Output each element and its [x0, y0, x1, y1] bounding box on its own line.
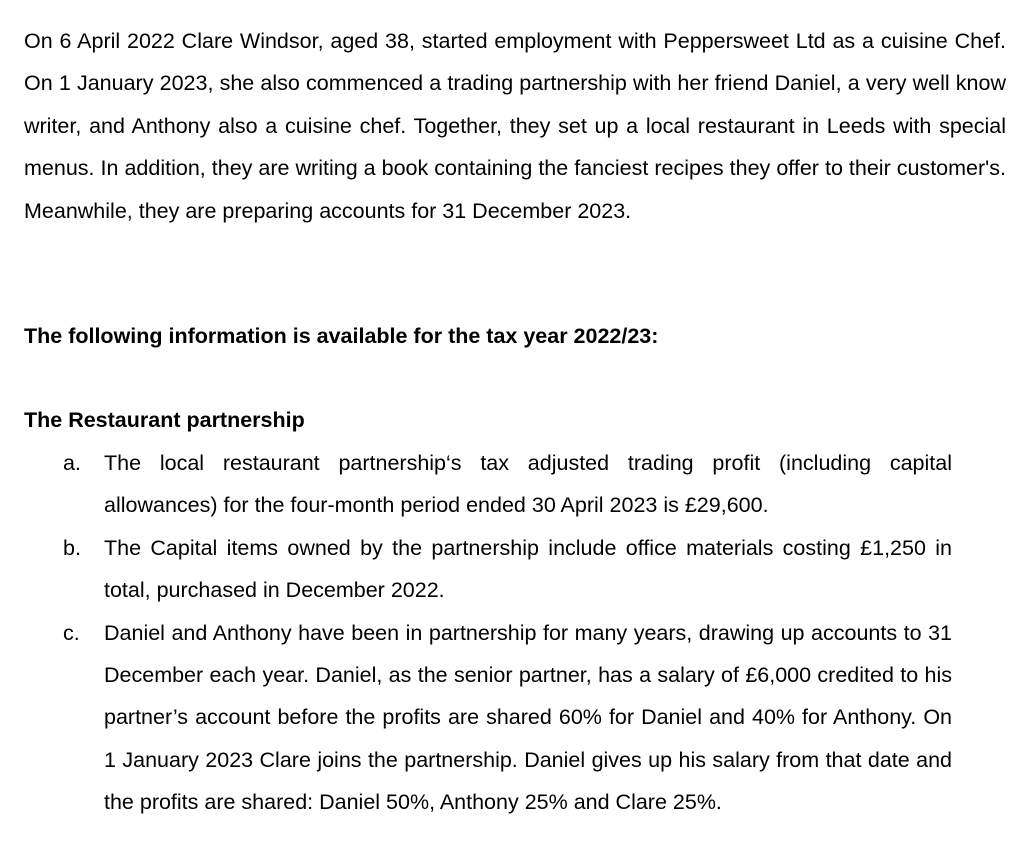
list-item: [0, 527, 952, 612]
section-heading: The Restaurant partnership: [24, 408, 305, 432]
information-list: [0, 442, 1024, 824]
list-marker: b.: [63, 535, 81, 560]
list-marker: c.: [63, 620, 80, 645]
intro-paragraph: On 6 April 2022 Clare Windsor, aged 38, started employment with Peppersweet Ltd as a cuisine Chef. On 1 January 2023, she also commenced a trading partnership with her friend Daniel, a very well know writer, and Anthony also a cuisine chef. Together, they set up a local restaurant in Leeds with special menus. In addition, they are writing a book containing the fanciest recipes they offer to their customer's. Meanwhile, they are preparing accounts for 31 December 2023.: [24, 29, 1006, 223]
list-marker: a.: [63, 451, 81, 475]
list-item: [0, 442, 952, 527]
list-item: [0, 612, 952, 824]
list-item-text: The local restaurant partnership‘s tax adjusted trading profit (including capital allowances) for the four-month period ended 30 April 2023 is £29,600.: [104, 451, 952, 518]
info-heading: The following information is available for the tax year 2022/23:: [24, 324, 659, 348]
list-item-text: Daniel and Anthony have been in partnership for many years, drawing up accounts to 31 December each year. Daniel, as the senior partner, has a salary of £6,000 credited to his partner’s account before the profits are shared 60% for Daniel and 40% for Anthony. On 1 January 2023 Clare joins the partnership. Daniel gives up his salary from that date and the profits are shared: Daniel 50%, Anthony 25% and Clare 25%.: [104, 620, 952, 815]
list-item-text: The Capital items owned by the partnership include office materials costing £1,250 in total, purchased in December 2022.: [104, 535, 952, 603]
